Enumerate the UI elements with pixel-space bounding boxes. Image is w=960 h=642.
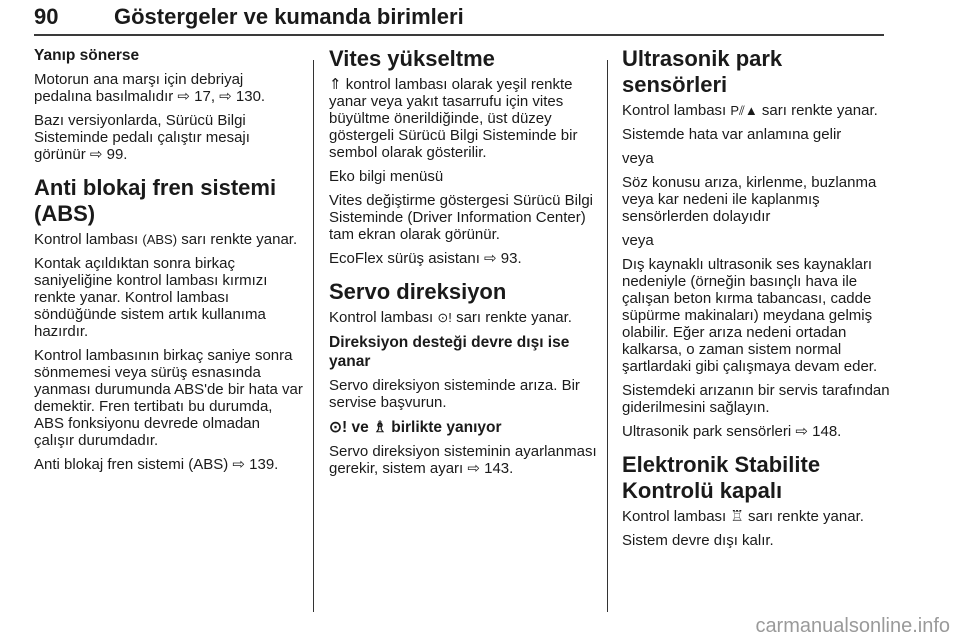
paragraph: Servo direksiyon sisteminin ayarlanması gerekir, sistem ayarı ⇨ 143. xyxy=(329,443,597,477)
page-header xyxy=(34,0,884,48)
heading-abs: Anti blokaj fren sistemi (ABS) xyxy=(34,175,277,226)
paragraph: Sistemde hata var anlamına gelir xyxy=(622,126,842,143)
heading-servo-direksiyon: Servo direksiyon xyxy=(329,279,507,304)
paragraph: Ultrasonik park sensörleri ⇨ 148. xyxy=(622,423,842,440)
page-number: 90 xyxy=(34,4,59,29)
paragraph: veya xyxy=(622,150,654,167)
abs-icon: (ABS) xyxy=(142,232,178,247)
heading-yanip-sonerse: Yanıp sönerse xyxy=(34,47,140,64)
paragraph: Kontrol lambası ♖ sarı renkte yanar. xyxy=(622,508,864,525)
park-sensor-icon: P⫽▲ xyxy=(730,103,758,118)
heading-direksiyon-destegi: Direksiyon desteği devre dışı ise yanar xyxy=(329,334,570,370)
paragraph: Kontak açıldıktan sonra birkaç saniyeliğine kontrol lambası kırmızı renkte yanar. Kontrol lambası söndüğünde sistem artık kullanıma hazırdır. xyxy=(34,255,268,340)
paragraph: Kontrol lambası P⫽▲ sarı renkte yanar. xyxy=(622,102,878,119)
paragraph: Sistem devre dışı kalır. xyxy=(622,532,774,549)
paragraph: Servo direksiyon sisteminde arıza. Bir servise başvurun. xyxy=(329,377,580,411)
page-title: Göstergeler ve kumanda birimleri xyxy=(114,4,464,29)
esc-icon: ♗ xyxy=(373,419,387,436)
watermark: carmanualsonline.info xyxy=(755,615,950,637)
heading-birlikte-yaniyor: ⊙! ve ♗ birlikte yanıyor xyxy=(329,419,502,436)
paragraph: EcoFlex sürüş asistanı ⇨ 93. xyxy=(329,250,522,267)
heading-ultrasonik-park: Ultrasonik park sensörleri xyxy=(622,46,783,97)
column-3 xyxy=(622,46,890,556)
paragraph: Bazı versiyonlarda, Sürücü Bilgi Sisteminde pedalı çalıştır mesajı görünür ⇨ 99. xyxy=(34,112,250,163)
column-1 xyxy=(34,46,304,480)
paragraph: veya xyxy=(622,232,654,249)
esc-off-icon: ♖ xyxy=(730,508,744,525)
column-divider-2 xyxy=(607,60,608,612)
paragraph: Eko bilgi menüsü xyxy=(329,168,444,185)
column-divider-1 xyxy=(313,60,314,612)
upshift-icon: ⇑ xyxy=(329,76,342,93)
heading-esp-kapali: Elektronik Stabilite Kontrolü kapalı xyxy=(622,452,821,503)
header-divider xyxy=(34,34,884,36)
paragraph: Sistemdeki arızanın bir servis tarafından giderilmesini sağlayın. xyxy=(622,382,890,416)
paragraph: Anti blokaj fren sistemi (ABS) ⇨ 139. xyxy=(34,456,279,473)
paragraph: Kontrol lambasının birkaç saniye sonra sönmemesi veya sürüş esnasında yanması durumunda ABS'de bir hata var demektir. Fren tertibatı bu durumda, ABS fonksiyonu devrede olmadan çalışır durumdadır. xyxy=(34,347,303,449)
paragraph: Vites değiştirme göstergesi Sürücü Bilgi Sisteminde (Driver Information Center) tam ekran olarak görünür. xyxy=(329,192,594,243)
paragraph: ⇑ kontrol lambası olarak yeşil renkte yanar veya yakıt tasarrufu için vites büyültme önerildiğinde, üst düzey göstergeli Sürücü Bilgi Sisteminde bir sembol olarak gösterilir. xyxy=(329,76,578,161)
paragraph: Kontrol lambası ⊙! sarı renkte yanar. xyxy=(329,309,572,326)
column-2 xyxy=(329,46,597,484)
paragraph: Söz konusu arıza, kirlenme, buzlanma veya kar nedeni ile kaplanmış sensörlerden dolayıdır xyxy=(622,174,877,225)
paragraph: Kontrol lambası (ABS) sarı renkte yanar. xyxy=(34,231,298,248)
heading-vites-yukseltme: Vites yükseltme xyxy=(329,46,495,71)
power-steering-icon: ⊙! xyxy=(437,310,452,325)
power-steering-icon: ⊙! xyxy=(329,419,348,436)
paragraph: Dış kaynaklı ultrasonik ses kaynakları nedeniyle (örneğin basınçlı hava ile çalışan beton kırma tabancası, cadde süpürme makinaları) meydana gelmiş olabilir. Eğer arıza nedeni ortadan kalkarsa, o zaman sistem normal şartlardaki gibi çalışmaya devam eder. xyxy=(622,256,878,375)
paragraph: Motorun ana marşı için debriyaj pedalına basılmalıdır ⇨ 17, ⇨ 130. xyxy=(34,71,266,105)
